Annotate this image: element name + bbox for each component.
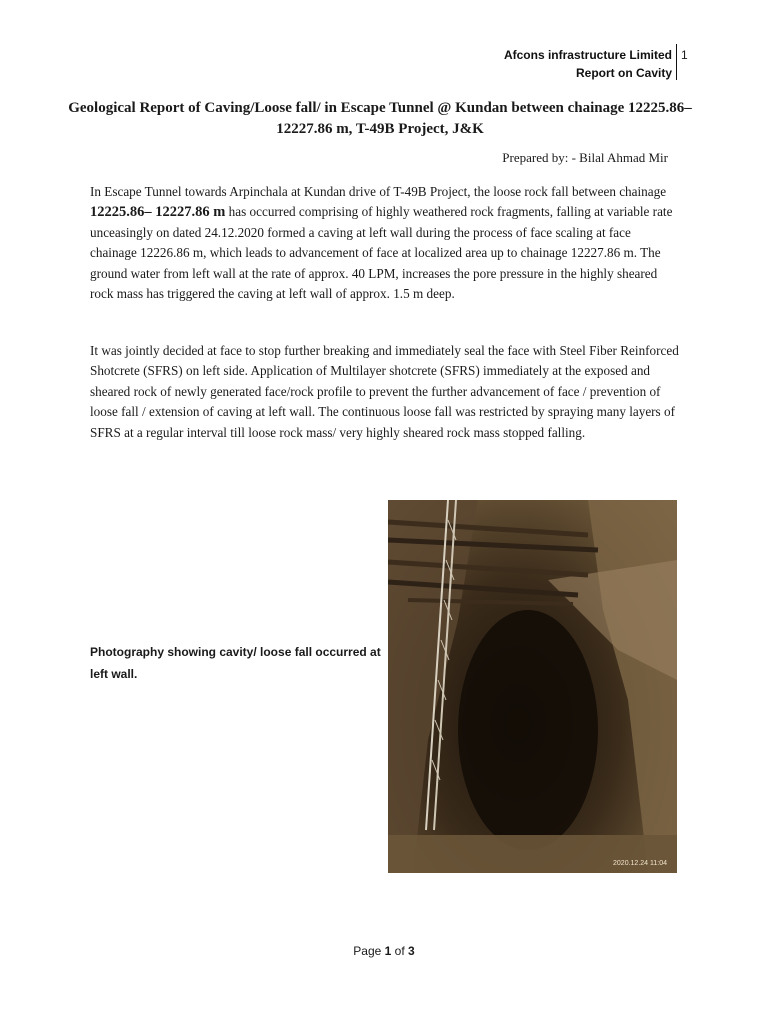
photo-caption: Photography showing cavity/ loose fall occurred at left wall. [90,645,381,681]
chainage-range: 12225.86– 12227.86 m [90,204,226,221]
paragraph-2: It was jointly decided at face to stop further breaking and immediately seal the face with Steel Fiber Reinforced Shotcrete (SFRS) on left side. Application of Multilayer shotcrete (SFRS) immediately at the exposed and sheared rock of newly generated face/rock profile to prevent the further advancement of face / prevention of loose fall / extension of caving at left wall. The continuous loose fall was restricted by spraying many layers of SFRS at a regular interval till loose rock mass/ very highly sheared rock mass stopped falling. [90,343,679,440]
tunnel-photo-illustration [388,500,677,873]
company-name: Afcons infrastructure Limited [503,48,672,62]
photo-timestamp: 2020.12.24 11:04 [613,860,667,867]
paragraph-1 [90,182,680,304]
header-divider [676,44,677,80]
header-page-number: 1 [681,48,688,62]
document-title: Geological Report of Caving/Loose fall/ in Escape Tunnel @ Kundan between chainage 12225.86– 12227.86 m, T-49B Project, J&K [68,100,692,137]
report-name: Report on Cavity [575,66,672,80]
footer-of-label: of [394,944,405,958]
paragraph-1-before: In Escape Tunnel towards Arpinchala at Kundan drive of T-49B Project, the loose rock fall between chainage [90,184,667,199]
tunnel-cavity-photo [388,500,677,873]
page-header [504,46,672,82]
paragraph-1-after: has occurred comprising of highly weathered rock fragments, falling at variable rate unceasingly on dated 24.12.2020 formed a caving at left wall during the process of face scaling at face chainage 12226.86 m, which leads to advancement of face at localized area up to chainage 12227.86 m. The ground water from left wall at the rate of approx. 40 LPM, increases the pore pressure in the highly sheared rock mass has triggered the caving at left wall of approx. 1.5 m deep. [90,204,673,302]
prepared-by: Prepared by: - Bilal Ahmad Mir [502,150,668,165]
footer-current-page: 1 [384,944,392,958]
footer-total-pages: 3 [408,944,415,958]
page-footer [0,944,768,958]
footer-page-label: Page [353,944,382,958]
